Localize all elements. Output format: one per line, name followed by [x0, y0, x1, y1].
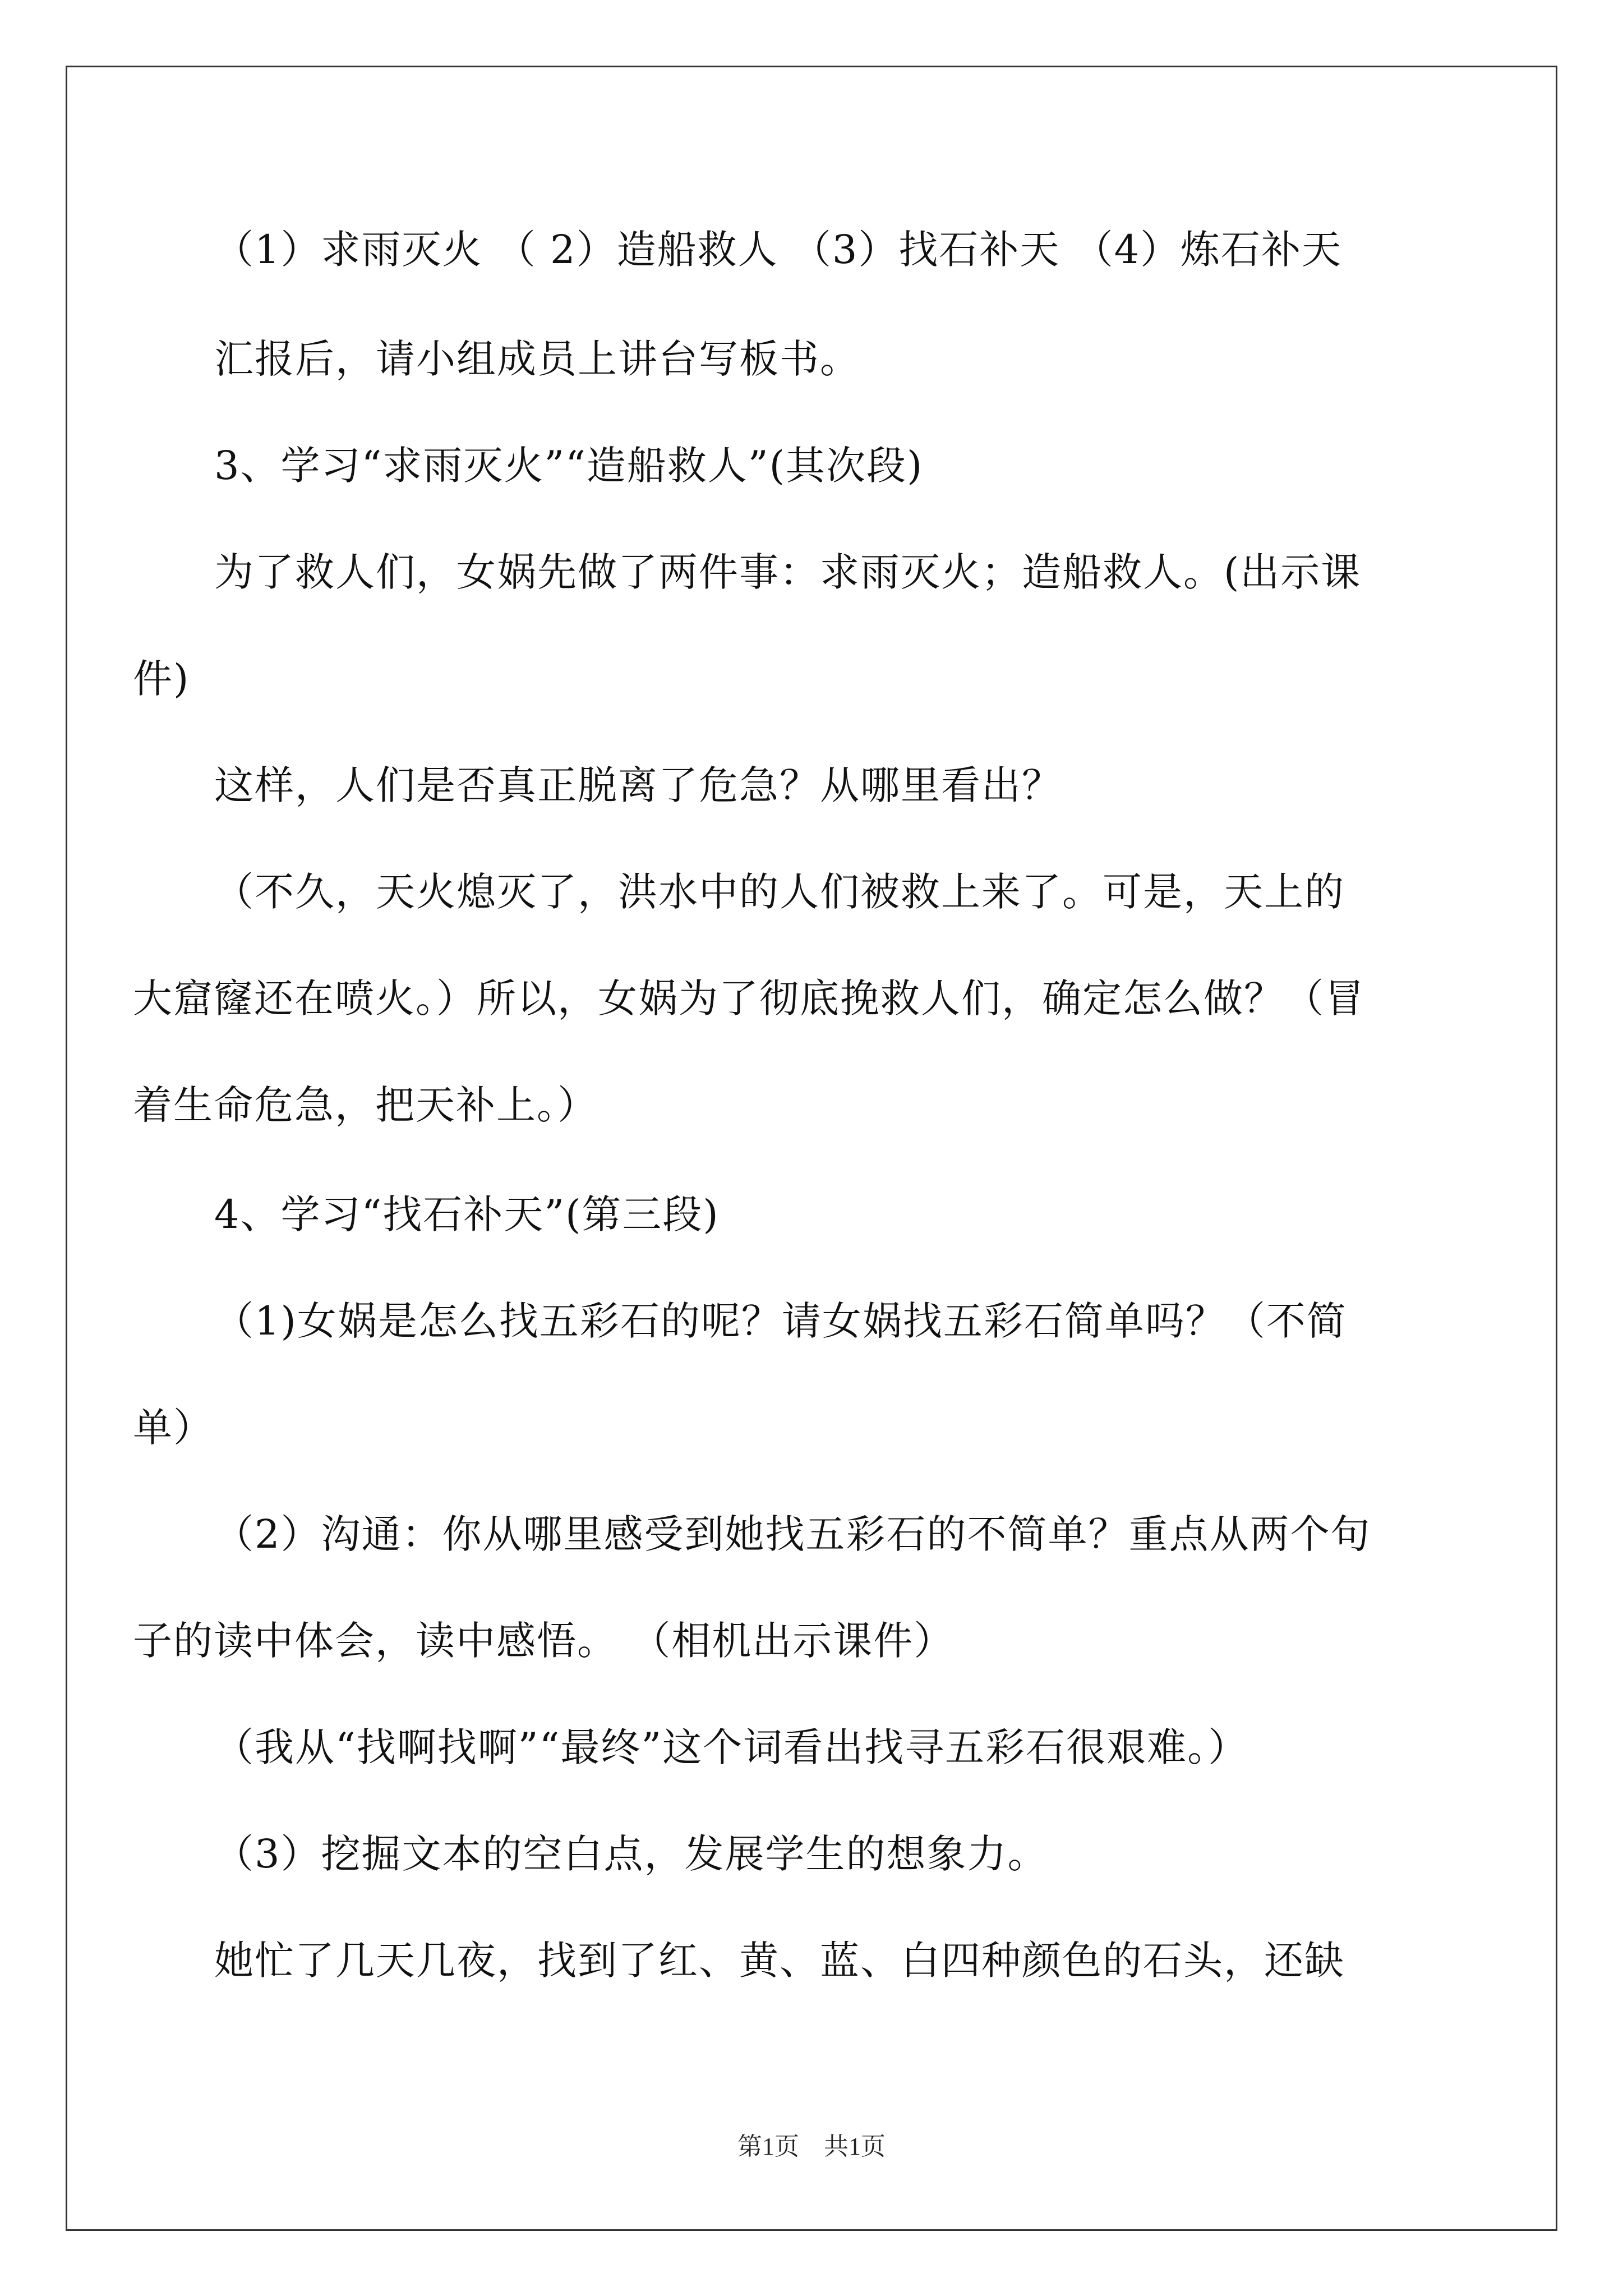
paragraph-9: （2）沟通：你从哪里感受到她找五彩石的不简单？重点从两个句: [214, 1511, 1371, 1557]
paragraph-8: （1)女娲是怎么找五彩石的呢？请女娲找五彩石简单吗？（不简: [214, 1298, 1347, 1344]
page-number-footer: 第1页 共1页: [737, 2133, 886, 2160]
paragraph-3: 3、学习“求雨灭火”“造船救人”(其次段): [214, 443, 924, 489]
paragraph-10: （我从“找啊找啊”“最终”这个词看出找寻五彩石很艰难。）: [214, 1724, 1249, 1770]
paragraph-1: （1）求雨灭火 （ 2）造船救人 （3）找石补天 （4）炼石补天: [214, 227, 1343, 273]
paragraph-12: 她忙了几天几夜，找到了红、黄、蓝、白四种颜色的石头，还缺: [214, 1938, 1345, 1984]
paragraph-4: 为了救人们，女娲先做了两件事：求雨灭火；造船救人。(出示课: [214, 549, 1362, 595]
paragraph-11: （3）挖掘文本的空白点，发展学生的想象力。: [214, 1831, 1048, 1877]
paragraph-6-cont-1: 大窟窿还在喷火。）所以，女娲为了彻底挽救人们，确定怎么做？（冒: [133, 976, 1365, 1022]
page-frame: [66, 66, 1557, 2231]
paragraph-6-cont-2: 着生命危急，把天补上。）: [133, 1082, 598, 1128]
paragraph-4-cont: 件): [133, 656, 190, 702]
paragraph-2: 汇报后，请小组成员上讲台写板书。: [214, 336, 860, 382]
paragraph-9-cont: 子的读中体会，读中感悟。 （相机出示课件）: [133, 1618, 955, 1664]
paragraph-7: 4、学习“找石补天”(第三段): [214, 1191, 720, 1237]
paragraph-8-cont: 单）: [133, 1405, 214, 1451]
paragraph-6: （不久，天火熄灭了，洪水中的人们被救上来了。可是，天上的: [214, 869, 1345, 915]
paragraph-5: 这样，人们是否真正脱离了危急？从哪里看出？: [214, 762, 1062, 808]
